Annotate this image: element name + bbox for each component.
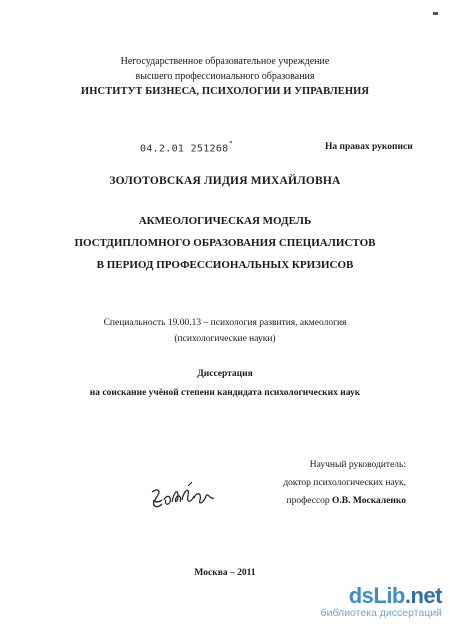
author-name: ЗОЛОТОВСКАЯ ЛИДИЯ МИХАЙЛОВНА: [109, 175, 341, 187]
title-line-2: ПОСТДИПЛОМНОГО ОБРАЗОВАНИЯ СПЕЦИАЛИСТОВ: [74, 237, 376, 249]
supervisor-degree: доктор психологических наук,: [283, 478, 406, 488]
rights-note: На правах рукописи: [325, 142, 413, 152]
supervisor-label: Научный руководитель:: [309, 460, 406, 470]
city-year: Москва – 2011: [194, 568, 256, 578]
handwritten-signature: [148, 478, 228, 520]
degree-line: на соискание учёной степени кандидата психологических наук: [89, 388, 361, 398]
title-line-3: В ПЕРИОД ПРОФЕССИОНАЛЬНЫХ КРИЗИСОВ: [96, 259, 354, 271]
org-line-1: Негосударственное образовательное учреждение: [120, 56, 330, 67]
dslib-watermark[interactable]: [320, 583, 448, 621]
institute-name: ИНСТИТУТ БИЗНЕСА, ПСИХОЛОГИИ И УПРАВЛЕНИЯ: [80, 86, 370, 97]
specialty-line: Специальность 19.00.13 – психология развития, акмеология: [103, 318, 347, 328]
supervisor-name: профессор О.В. Москаленко: [286, 496, 406, 506]
specialty-field: (психологические науки): [174, 334, 276, 344]
archive-number: 04.2.01 251268": [140, 140, 234, 155]
dissertation-label: Диссертация: [197, 369, 253, 379]
org-line-2: высшего профессионального образования: [135, 71, 315, 82]
dslib-subtitle: библиотека диссертаций: [320, 607, 442, 619]
corner-mark: [433, 12, 438, 15]
title-line-1: АКМЕОЛОГИЧЕСКАЯ МОДЕЛЬ: [138, 215, 312, 227]
dslib-logo: dsLib.net: [348, 583, 442, 608]
